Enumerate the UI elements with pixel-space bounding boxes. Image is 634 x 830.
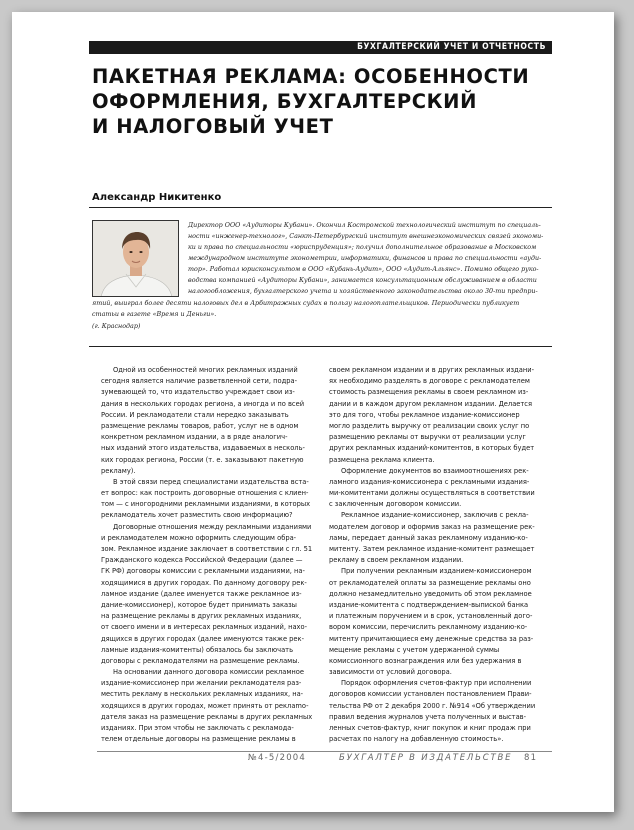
body-text-line: и платежным поручением и в срок, установленный дого- (329, 611, 533, 621)
title-line: ОФОРМЛЕНИЯ, БУХГАЛТЕРСКИЙ (92, 90, 478, 113)
body-text-line: тельства РФ от 2 декабря 2000 г. №914 «Об утверждении (329, 700, 536, 710)
body-text-line: митенту. Затем рекламное издание-комитент размещает (329, 544, 535, 553)
body-text-line: стоимость размещения рекламы в своем рекламном из- (329, 387, 529, 397)
body-text-line: дании и в каждом другом рекламном издании. Делается (329, 398, 533, 408)
bio-text-line: тор». Работал юрисконсультом в ООО «Кубань-Аудит», ООО «Аудит-Альянс». Помимо общего руко- (188, 266, 539, 273)
body-text-line: вором комиссии, перечислить рекламному изданию-ко- (329, 622, 528, 632)
body-text-line: ми-комитентами должны осуществляться в соответствии (329, 488, 535, 498)
body-text-line: конкретном рекламном издании, а в ряде аналогич- (101, 432, 288, 442)
body-text-line: Гражданского кодекса Российской Федерации (далее — (101, 555, 303, 565)
bio-text-line: ки и права по специальности «юриспруденция»; получил дополнительное образование в Московском (188, 244, 537, 251)
body-text-line: мещение рекламы с учетом удержанной суммы (329, 644, 500, 654)
body-text-line: ет вопрос: как построить договорные отношения с клиен- (101, 488, 309, 498)
body-text-line: ГК РФ) договоры комиссии с рекламными изданиями, на- (101, 566, 305, 576)
section-title: БУХГАЛТЕРСКИЙ УЧЕТ И ОТЧЕТНОСТЬ (357, 42, 546, 52)
body-text-line: рекламу в своем рекламном издании. (329, 555, 464, 565)
body-text-line: сегодня является наличие разветвленной сети, подра- (101, 376, 297, 386)
body-text-line: Рекламное издание-комиссионер, заключив с рекла- (341, 510, 529, 520)
body-text-line: ленных счетов-фактур, книг покупок и книг продаж при (329, 723, 531, 732)
body-text-line: ях необходимо разделять в договоре с рекламодателем (329, 376, 530, 386)
footer-page-number: 81 (524, 753, 538, 763)
body-text-line: издание-комитента с подтверждением-выпиской банка (329, 599, 529, 609)
body-text-line: ных изданий этого издательства, издаваемых в несколь- (101, 443, 305, 453)
body-text-line: дание-комиссионер), которое будет принимать заказы (101, 599, 297, 609)
body-text-line: модателем договор и оформив заказ на размещение рек- (329, 521, 535, 531)
title-line: ПАКЕТНАЯ РЕКЛАМА: ОСОБЕННОСТИ (92, 65, 530, 88)
bio-text-line: налогообложения, бухгалтерского учета и хозяйственного законодательства около 30-ти предпри- (188, 288, 538, 295)
title-line: И НАЛОГОВЫЙ УЧЕТ (92, 115, 334, 138)
bio-text-line: международном институте эконометрии, информатики, финансов и права по специальности «ауди- (188, 255, 542, 262)
bio-text-line: ятий, выиграл более десяти налоговых дел в Арбитражных судах в пользу налогоплательщиков. Периодически публикует (92, 300, 520, 307)
body-text-line: ких городах региона, России (т. е. заказывают пакетную (101, 454, 304, 464)
footer-divider (97, 751, 552, 752)
body-text-line: размещение рекламы товаров, работ, услуг не в одном (101, 420, 299, 430)
body-text-line: ходящихся в других городах, может принять от реклamo- (101, 700, 309, 710)
body-text-line: размещена реклама клиента. (329, 454, 435, 464)
body-text-line: При получении рекламным изданием-комиссионером (341, 566, 532, 576)
section-header-bar (89, 41, 552, 54)
author-photo (92, 220, 179, 297)
body-text-line: ламы, передает данный заказ рекламному изданию-ко- (329, 532, 528, 542)
body-text-line: ламного издания-комиссионера с рекламными издания- (329, 476, 530, 486)
body-text-line: зависимости от условий договора. (329, 667, 452, 677)
body-text-line: ламные издания-комитенты) обязалось бы заключать (101, 644, 294, 654)
body-text-line: размещению рекламы от выручки от реализации услуг (329, 432, 526, 442)
body-text-line: зумевающей то, что издательство учреждает свои из- (101, 387, 295, 397)
bio-text-line: статьи в газете «Время и Деньги». (92, 311, 217, 318)
footer-issue-number: №4-5/2004 (248, 753, 307, 763)
body-text-line: том — с иногородними рекламными изданиями, в которых (101, 499, 311, 509)
body-text-line: от рекламодателей оплаты за размещение рекламы оно (329, 577, 531, 587)
body-text-line: ламное издание (далее именуется также рекламное из- (101, 588, 302, 598)
footer-magazine-name: БУХГАЛТЕР В ИЗДАТЕЛЬСТВЕ (339, 753, 513, 763)
magazine-page (12, 12, 614, 812)
body-text-line: могло разделить выручку от реализации своих услуг по (329, 420, 530, 430)
article-title (92, 64, 552, 139)
body-text-line: зом. Рекламное издание заключает в соответствии с гл. 51 (101, 544, 313, 553)
body-text-line: и рекламодателем можно оформить следующим обра- (101, 532, 297, 542)
body-text-line: местить рекламу в нескольких рекламных изданиях, на- (101, 689, 304, 699)
body-text-line: митенту причитающиеся ему денежные средства за раз- (329, 633, 534, 643)
bio-text-line: ности «инженер-технолог», Санкт-Петербургский институт внешнеэкономических связей экономи- (188, 233, 544, 240)
body-text-line: ходящимися в других городах. По данному договору рек- (101, 577, 307, 587)
body-text-line: Договорные отношения между рекламными изданиями (113, 521, 312, 531)
bio-text-line: водства компанией «Аудиторы Кубани», занимается консультационным обслуживанием в области (188, 277, 537, 284)
body-text-line: договоров комиссии установлен постановлением Прави- (329, 689, 532, 699)
body-text-line: должно незамедлительно уведомить об этом рекламное (329, 588, 532, 598)
body-text-line: издание-комиссионер при желании рекламодателя раз- (101, 678, 302, 688)
article-column-left (101, 364, 324, 744)
bio-text-line: Директор ООО «Аудиторы Кубани». Окончил Костромской технологический институт по специаль- (188, 222, 541, 229)
body-text-line: В этой связи перед специалистами издательства вста- (113, 476, 309, 486)
body-text-line: Одной из особенностей многих рекламных изданий (113, 365, 298, 374)
body-text-line: рекламодатель хочет разместить свою информацию? (101, 510, 293, 520)
body-text-line: дателя заказ на размещение рекламы в других рекламных (101, 711, 313, 721)
body-text-line: дящихся в других городах (далее именуются также рек- (101, 633, 305, 643)
body-text-line: На основании данного договора комиссии рекламное (113, 667, 305, 677)
body-text-line: России. И рекламодатели стали нередко заказывать (101, 409, 289, 419)
body-text-line: правил ведения журналов учета полученных и выстав- (329, 711, 527, 721)
author-portrait-image (93, 221, 179, 297)
body-text-line: комиссионного вознаграждения или без удержания в (329, 655, 522, 665)
author-name: Александр Никитенко (92, 192, 222, 203)
body-text-line: расчетах по налогу на добавленную стоимость». (329, 734, 504, 744)
body-text-line: других рекламных изданий-комитентов, в которых будет (329, 443, 535, 453)
body-text-line: на размещение рекламы в других рекламных изданиях, (101, 611, 302, 621)
body-text-line: это для того, чтобы рекламное издание-комиссионер (329, 409, 520, 419)
body-text-line: своем рекламном издании и в других рекламных издани- (329, 365, 534, 374)
article-column-right (329, 364, 552, 744)
body-text-line: от своего имени и в интересах рекламных изданий, нахо- (101, 622, 308, 632)
body-text-line: Оформление документов во взаимоотношениях рек- (341, 465, 529, 475)
body-text-line: с заключенным договором комиссии. (329, 499, 462, 509)
body-text-line: рекламу). (101, 465, 136, 475)
body-text-line: дания в нескольких городах региона, а иногда и по всей (101, 398, 305, 408)
body-text-line: изданиях. При этом чтобы не заключать с рекламода- (101, 723, 294, 732)
bio-location: (г. Краснодар) (92, 323, 141, 330)
body-text-line: телем отдельные договоры на размещение рекламы в (101, 734, 296, 744)
body-text-line: договоры с рекламодателями на размещение рекламы. (101, 655, 300, 665)
body-text-line: Порядок оформления счетов-фактур при исполнении (341, 678, 532, 688)
